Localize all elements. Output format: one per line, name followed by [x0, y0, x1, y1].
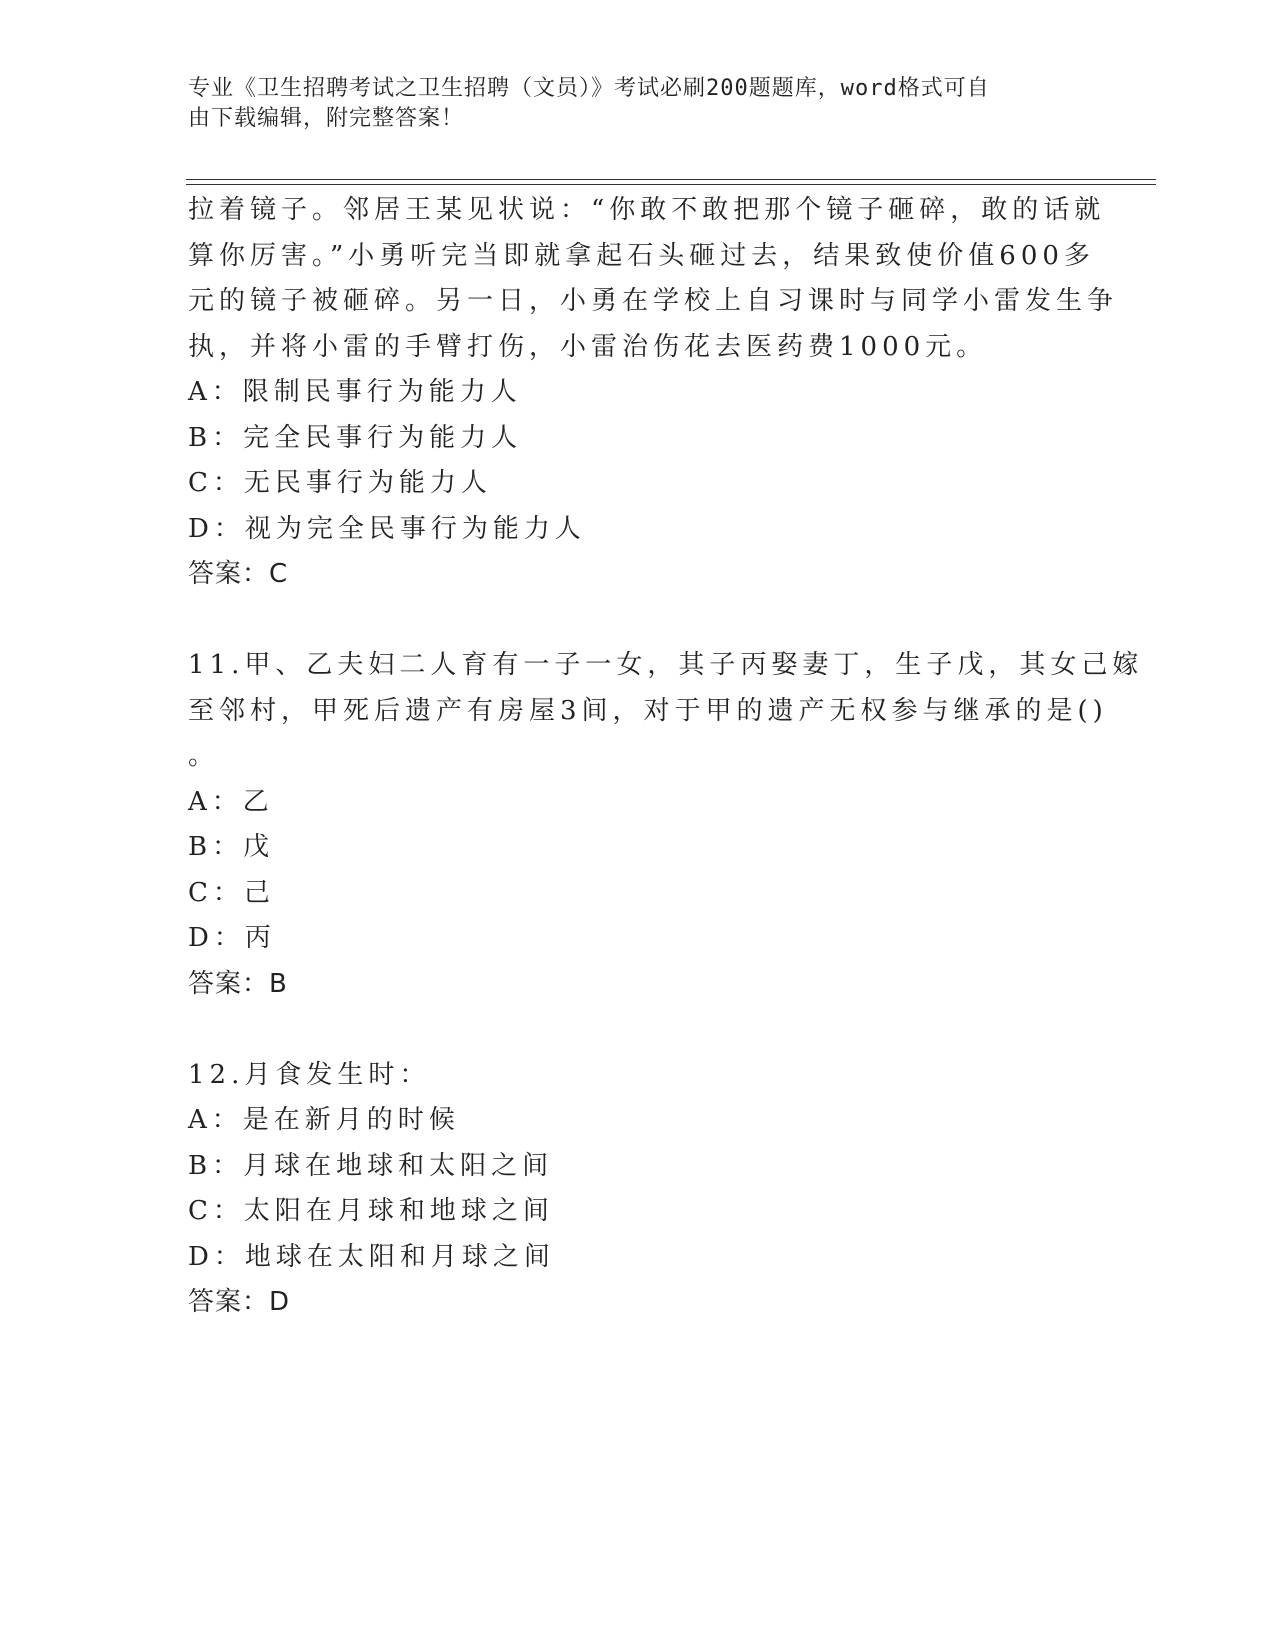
answer: 答案：C: [188, 559, 289, 589]
option-a: A：乙: [188, 786, 274, 817]
header-line-1: 专业《卫生招聘考试之卫生招聘（文员）》考试必刷200题题库，word格式可自: [188, 76, 990, 101]
question-text-line: 拉着镜子。邻居王某见状说：“你敢不敢把那个镜子砸碎，敢的话就: [188, 195, 1106, 225]
question-text-line: 12.月食发生时：: [188, 1059, 431, 1090]
option-a: A：限制民事行为能力人: [188, 377, 522, 407]
question-text-line: 。: [188, 741, 220, 771]
question-text-line: 11.甲、乙夫妇二人育有一子一女，其子丙娶妻丁，生子戊，其女己嫁: [188, 650, 1144, 680]
option-a: A：是在新月的时候: [188, 1105, 460, 1135]
option-b: B：戊: [188, 832, 275, 862]
option-d: D：丙: [188, 923, 276, 953]
header-divider-top: [186, 179, 1156, 180]
option-d: D：地球在太阳和月球之间: [188, 1241, 555, 1272]
spacer: [188, 1007, 1088, 1053]
question-text-line: 执，并将小雷的手臂打伤，小雷治伤花去医药费1000元。: [188, 331, 988, 362]
question-list: [188, 188, 1144, 1326]
question-12: [188, 1053, 1088, 1326]
question-text-line: 算你厉害。”小勇听完当即就拿起石头砸过去，结果致使价值600多: [188, 240, 1095, 271]
question-text-line: 至邻村，甲死后遗产有房屋3间，对于甲的遗产无权参与继承的是(): [188, 695, 1108, 726]
answer: 答案：B: [188, 968, 288, 999]
option-c: C：太阳在月球和地球之间: [188, 1196, 554, 1226]
option-c: C：无民事行为能力人: [188, 468, 492, 498]
option-b: B：完全民事行为能力人: [188, 422, 523, 453]
header-line-2: 由下载编辑，附完整答案！: [188, 106, 465, 131]
question-11: [188, 643, 1144, 1007]
answer: 答案：D: [188, 1287, 291, 1317]
header-divider-bottom: [186, 184, 1156, 185]
page-header: [188, 74, 1068, 134]
option-c: C：己: [188, 877, 275, 908]
option-d: D：视为完全民事行为能力人: [188, 513, 586, 544]
option-b: B：月球在地球和太阳之间: [188, 1150, 554, 1181]
spacer: [188, 598, 1088, 644]
question-text-line: 元的镜子被砸碎。另一日，小勇在学校上自习课时与同学小雷发生争: [188, 286, 1119, 316]
question-10: [188, 188, 1119, 598]
